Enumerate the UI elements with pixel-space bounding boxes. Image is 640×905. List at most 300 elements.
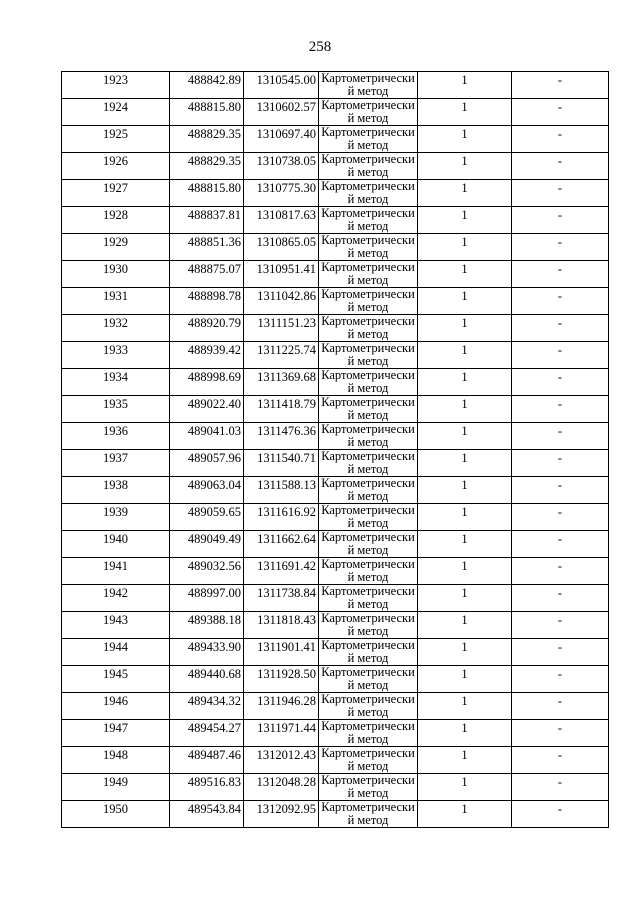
y-coordinate-cell <box>244 342 319 369</box>
y-coordinate-cell <box>244 72 319 99</box>
method-cell <box>319 261 418 288</box>
extra-cell-text: - <box>557 478 563 492</box>
table-row <box>62 531 609 558</box>
method-cell-text: Картометрически й метод <box>321 746 415 773</box>
table-row <box>62 558 609 585</box>
point-number-cell-text: 1924 <box>103 100 128 114</box>
point-number-cell-text: 1938 <box>103 478 128 492</box>
y-coordinate-cell <box>244 369 319 396</box>
extra-cell <box>512 126 609 153</box>
extra-cell <box>512 585 609 612</box>
count-cell <box>418 72 512 99</box>
count-cell-text: 1 <box>461 289 468 303</box>
x-coordinate-cell-text: 489433.90 <box>187 640 241 654</box>
extra-cell-text: - <box>557 343 563 357</box>
point-number-cell-text: 1929 <box>103 235 128 249</box>
y-coordinate-cell-text: 1311901.41 <box>257 640 316 654</box>
table-row <box>62 99 609 126</box>
table-row <box>62 261 609 288</box>
method-cell <box>319 774 418 801</box>
table-row <box>62 774 609 801</box>
x-coordinate-cell <box>170 585 244 612</box>
coordinates-table-body <box>62 72 609 828</box>
x-coordinate-cell-text: 489543.84 <box>187 802 241 816</box>
y-coordinate-cell-text: 1310817.63 <box>256 208 316 222</box>
extra-cell <box>512 666 609 693</box>
count-cell <box>418 99 512 126</box>
y-coordinate-cell <box>244 288 319 315</box>
count-cell-text: 1 <box>461 721 468 735</box>
point-number-cell-text: 1936 <box>103 424 128 438</box>
y-coordinate-cell <box>244 315 319 342</box>
extra-cell <box>512 153 609 180</box>
x-coordinate-cell <box>170 504 244 531</box>
x-coordinate-cell <box>170 72 244 99</box>
x-coordinate-cell-text: 488851.36 <box>187 235 241 249</box>
method-cell <box>319 342 418 369</box>
method-cell-text: Картометрически й метод <box>321 395 415 422</box>
table-row <box>62 153 609 180</box>
y-coordinate-cell <box>244 234 319 261</box>
count-cell <box>418 396 512 423</box>
method-cell <box>319 450 418 477</box>
method-cell-text: Картометрически й метод <box>321 287 415 314</box>
method-cell-text: Картометрически й метод <box>321 611 415 638</box>
point-number-cell-text: 1950 <box>103 802 128 816</box>
table-row <box>62 315 609 342</box>
extra-cell <box>512 369 609 396</box>
count-cell-text: 1 <box>461 478 468 492</box>
count-cell <box>418 450 512 477</box>
count-cell-text: 1 <box>461 613 468 627</box>
count-cell-text: 1 <box>461 208 468 222</box>
method-cell <box>319 693 418 720</box>
method-cell-text: Картометрически й метод <box>321 206 415 233</box>
x-coordinate-cell-text: 489057.96 <box>187 451 241 465</box>
count-cell <box>418 261 512 288</box>
extra-cell-text: - <box>557 802 563 816</box>
method-cell-text: Картометрически й метод <box>321 314 415 341</box>
x-coordinate-cell-text: 488898.78 <box>187 289 241 303</box>
point-number-cell <box>62 450 170 477</box>
count-cell <box>418 639 512 666</box>
extra-cell-text: - <box>557 262 563 276</box>
count-cell-text: 1 <box>461 316 468 330</box>
point-number-cell <box>62 639 170 666</box>
y-coordinate-cell <box>244 693 319 720</box>
x-coordinate-cell <box>170 288 244 315</box>
point-number-cell <box>62 180 170 207</box>
extra-cell <box>512 342 609 369</box>
count-cell-text: 1 <box>461 694 468 708</box>
method-cell-text: Картометрически й метод <box>321 692 415 719</box>
method-cell-text: Картометрически й метод <box>321 584 415 611</box>
count-cell-text: 1 <box>461 640 468 654</box>
method-cell <box>319 612 418 639</box>
x-coordinate-cell-text: 488829.35 <box>187 127 241 141</box>
method-cell-text: Картометрически й метод <box>321 773 415 800</box>
point-number-cell-text: 1941 <box>103 559 128 573</box>
x-coordinate-cell <box>170 531 244 558</box>
y-coordinate-cell <box>244 504 319 531</box>
extra-cell-text: - <box>557 235 563 249</box>
table-row <box>62 801 609 828</box>
extra-cell <box>512 774 609 801</box>
y-coordinate-cell <box>244 126 319 153</box>
method-cell-text: Картометрически й метод <box>321 476 415 503</box>
count-cell <box>418 585 512 612</box>
method-cell-text: Картометрически й метод <box>321 638 415 665</box>
point-number-cell-text: 1946 <box>103 694 128 708</box>
method-cell <box>319 423 418 450</box>
y-coordinate-cell <box>244 612 319 639</box>
table-row <box>62 612 609 639</box>
point-number-cell-text: 1945 <box>103 667 128 681</box>
point-number-cell-text: 1923 <box>103 73 128 87</box>
y-coordinate-cell-text: 1311225.74 <box>257 343 316 357</box>
point-number-cell-text: 1930 <box>103 262 128 276</box>
count-cell <box>418 504 512 531</box>
y-coordinate-cell <box>244 585 319 612</box>
x-coordinate-cell <box>170 612 244 639</box>
table-row <box>62 639 609 666</box>
x-coordinate-cell <box>170 666 244 693</box>
x-coordinate-cell <box>170 234 244 261</box>
extra-cell-text: - <box>557 748 563 762</box>
x-coordinate-cell-text: 488997.00 <box>187 586 241 600</box>
y-coordinate-cell-text: 1311738.84 <box>257 586 316 600</box>
x-coordinate-cell-text: 488998.69 <box>187 370 241 384</box>
table-row <box>62 72 609 99</box>
y-coordinate-cell <box>244 666 319 693</box>
x-coordinate-cell <box>170 774 244 801</box>
x-coordinate-cell <box>170 693 244 720</box>
point-number-cell-text: 1927 <box>103 181 128 195</box>
x-coordinate-cell <box>170 180 244 207</box>
point-number-cell <box>62 666 170 693</box>
extra-cell <box>512 288 609 315</box>
x-coordinate-cell <box>170 801 244 828</box>
table-row <box>62 288 609 315</box>
y-coordinate-cell-text: 1311971.44 <box>257 721 316 735</box>
count-cell <box>418 153 512 180</box>
method-cell <box>319 99 418 126</box>
extra-cell-text: - <box>557 775 563 789</box>
point-number-cell-text: 1939 <box>103 505 128 519</box>
method-cell-text: Картометрически й метод <box>321 449 415 476</box>
method-cell <box>319 801 418 828</box>
method-cell-text: Картометрически й метод <box>321 233 415 260</box>
extra-cell <box>512 720 609 747</box>
extra-cell-text: - <box>557 100 563 114</box>
count-cell-text: 1 <box>461 127 468 141</box>
extra-cell-text: - <box>557 181 563 195</box>
y-coordinate-cell-text: 1311418.79 <box>257 397 316 411</box>
point-number-cell <box>62 531 170 558</box>
extra-cell <box>512 747 609 774</box>
count-cell-text: 1 <box>461 154 468 168</box>
point-number-cell-text: 1937 <box>103 451 128 465</box>
y-coordinate-cell <box>244 477 319 504</box>
point-number-cell-text: 1925 <box>103 127 128 141</box>
point-number-cell-text: 1932 <box>103 316 128 330</box>
y-coordinate-cell <box>244 99 319 126</box>
count-cell <box>418 558 512 585</box>
y-coordinate-cell <box>244 450 319 477</box>
y-coordinate-cell-text: 1310951.41 <box>256 262 316 276</box>
y-coordinate-cell-text: 1311818.43 <box>257 613 316 627</box>
method-cell <box>319 288 418 315</box>
x-coordinate-cell-text: 489032.56 <box>187 559 241 573</box>
extra-cell <box>512 99 609 126</box>
extra-cell-text: - <box>557 694 563 708</box>
point-number-cell-text: 1926 <box>103 154 128 168</box>
point-number-cell <box>62 126 170 153</box>
method-cell <box>319 747 418 774</box>
extra-cell-text: - <box>557 73 563 87</box>
table-row <box>62 747 609 774</box>
x-coordinate-cell-text: 489063.04 <box>187 478 241 492</box>
point-number-cell-text: 1934 <box>103 370 128 384</box>
x-coordinate-cell <box>170 153 244 180</box>
count-cell-text: 1 <box>461 370 468 384</box>
extra-cell-text: - <box>557 208 563 222</box>
y-coordinate-cell-text: 1312092.95 <box>256 802 316 816</box>
y-coordinate-cell <box>244 747 319 774</box>
count-cell <box>418 180 512 207</box>
x-coordinate-cell-text: 488842.89 <box>187 73 241 87</box>
method-cell <box>319 504 418 531</box>
x-coordinate-cell <box>170 558 244 585</box>
method-cell-text: Картометрически й метод <box>321 179 415 206</box>
method-cell-text: Картометрически й метод <box>321 719 415 746</box>
table-row <box>62 342 609 369</box>
point-number-cell <box>62 720 170 747</box>
extra-cell <box>512 693 609 720</box>
count-cell-text: 1 <box>461 397 468 411</box>
extra-cell-text: - <box>557 370 563 384</box>
method-cell-text: Картометрически й метод <box>321 125 415 152</box>
page-number: 258 <box>308 39 332 55</box>
method-cell <box>319 396 418 423</box>
y-coordinate-cell-text: 1311476.36 <box>257 424 316 438</box>
count-cell-text: 1 <box>461 775 468 789</box>
point-number-cell <box>62 801 170 828</box>
extra-cell-text: - <box>557 640 563 654</box>
y-coordinate-cell-text: 1311946.28 <box>257 694 316 708</box>
table-row <box>62 504 609 531</box>
method-cell <box>319 666 418 693</box>
y-coordinate-cell <box>244 639 319 666</box>
count-cell <box>418 693 512 720</box>
x-coordinate-cell-text: 489022.40 <box>187 397 241 411</box>
y-coordinate-cell-text: 1311691.42 <box>257 559 316 573</box>
point-number-cell <box>62 477 170 504</box>
method-cell <box>319 585 418 612</box>
x-coordinate-cell <box>170 720 244 747</box>
table-row <box>62 693 609 720</box>
count-cell-text: 1 <box>461 586 468 600</box>
table-row <box>62 126 609 153</box>
x-coordinate-cell-text: 489049.49 <box>187 532 241 546</box>
count-cell-text: 1 <box>461 235 468 249</box>
count-cell-text: 1 <box>461 802 468 816</box>
coordinates-table <box>61 71 609 828</box>
table-row <box>62 450 609 477</box>
method-cell <box>319 639 418 666</box>
method-cell <box>319 720 418 747</box>
extra-cell <box>512 423 609 450</box>
method-cell <box>319 234 418 261</box>
extra-cell-text: - <box>557 721 563 735</box>
extra-cell-text: - <box>557 397 563 411</box>
point-number-cell <box>62 423 170 450</box>
point-number-cell-text: 1943 <box>103 613 128 627</box>
x-coordinate-cell-text: 489041.03 <box>187 424 241 438</box>
y-coordinate-cell <box>244 153 319 180</box>
extra-cell <box>512 639 609 666</box>
extra-cell-text: - <box>557 532 563 546</box>
point-number-cell <box>62 774 170 801</box>
y-coordinate-cell-text: 1311042.86 <box>257 289 316 303</box>
point-number-cell <box>62 261 170 288</box>
x-coordinate-cell <box>170 261 244 288</box>
y-coordinate-cell-text: 1312012.43 <box>256 748 316 762</box>
extra-cell <box>512 396 609 423</box>
method-cell <box>319 369 418 396</box>
y-coordinate-cell <box>244 774 319 801</box>
y-coordinate-cell <box>244 558 319 585</box>
x-coordinate-cell <box>170 450 244 477</box>
method-cell-text: Картометрически й метод <box>321 152 415 179</box>
count-cell-text: 1 <box>461 451 468 465</box>
point-number-cell <box>62 99 170 126</box>
method-cell-text: Картометрически й метод <box>321 530 415 557</box>
extra-cell <box>512 261 609 288</box>
extra-cell <box>512 801 609 828</box>
y-coordinate-cell <box>244 531 319 558</box>
table-row <box>62 180 609 207</box>
method-cell-text: Картометрически й метод <box>321 71 415 98</box>
point-number-cell <box>62 396 170 423</box>
y-coordinate-cell-text: 1311540.71 <box>257 451 316 465</box>
point-number-cell-text: 1928 <box>103 208 128 222</box>
extra-cell-text: - <box>557 613 563 627</box>
x-coordinate-cell-text: 488875.07 <box>187 262 241 276</box>
count-cell <box>418 288 512 315</box>
y-coordinate-cell-text: 1310602.57 <box>256 100 316 114</box>
y-coordinate-cell-text: 1311369.68 <box>257 370 316 384</box>
table-row <box>62 423 609 450</box>
x-coordinate-cell-text: 489440.68 <box>187 667 241 681</box>
extra-cell <box>512 207 609 234</box>
extra-cell <box>512 234 609 261</box>
extra-cell <box>512 504 609 531</box>
count-cell <box>418 477 512 504</box>
point-number-cell <box>62 234 170 261</box>
count-cell-text: 1 <box>461 343 468 357</box>
method-cell-text: Картометрически й метод <box>321 341 415 368</box>
method-cell <box>319 72 418 99</box>
count-cell-text: 1 <box>461 505 468 519</box>
count-cell <box>418 612 512 639</box>
point-number-cell <box>62 612 170 639</box>
extra-cell <box>512 72 609 99</box>
count-cell <box>418 747 512 774</box>
y-coordinate-cell-text: 1311588.13 <box>257 478 316 492</box>
extra-cell <box>512 477 609 504</box>
extra-cell <box>512 315 609 342</box>
method-cell <box>319 315 418 342</box>
method-cell-text: Картометрически й метод <box>321 800 415 827</box>
method-cell-text: Картометрически й метод <box>321 368 415 395</box>
x-coordinate-cell <box>170 99 244 126</box>
extra-cell <box>512 612 609 639</box>
extra-cell-text: - <box>557 559 563 573</box>
count-cell <box>418 369 512 396</box>
extra-cell-text: - <box>557 667 563 681</box>
point-number-cell-text: 1942 <box>103 586 128 600</box>
count-cell <box>418 342 512 369</box>
method-cell <box>319 153 418 180</box>
x-coordinate-cell-text: 489388.18 <box>187 613 241 627</box>
extra-cell <box>512 558 609 585</box>
point-number-cell <box>62 315 170 342</box>
count-cell <box>418 207 512 234</box>
y-coordinate-cell <box>244 801 319 828</box>
x-coordinate-cell <box>170 315 244 342</box>
point-number-cell <box>62 693 170 720</box>
method-cell-text: Картометрически й метод <box>321 260 415 287</box>
table-row <box>62 477 609 504</box>
y-coordinate-cell <box>244 423 319 450</box>
point-number-cell <box>62 72 170 99</box>
x-coordinate-cell <box>170 342 244 369</box>
count-cell-text: 1 <box>461 73 468 87</box>
count-cell <box>418 234 512 261</box>
extra-cell-text: - <box>557 451 563 465</box>
point-number-cell-text: 1931 <box>103 289 128 303</box>
count-cell-text: 1 <box>461 532 468 546</box>
x-coordinate-cell-text: 488920.79 <box>187 316 241 330</box>
y-coordinate-cell-text: 1310865.05 <box>256 235 316 249</box>
x-coordinate-cell-text: 488815.80 <box>187 181 241 195</box>
x-coordinate-cell <box>170 639 244 666</box>
extra-cell <box>512 450 609 477</box>
y-coordinate-cell-text: 1311928.50 <box>257 667 316 681</box>
extra-cell <box>512 531 609 558</box>
x-coordinate-cell-text: 489059.65 <box>187 505 241 519</box>
x-coordinate-cell-text: 488939.42 <box>187 343 241 357</box>
x-coordinate-cell-text: 488837.81 <box>187 208 241 222</box>
point-number-cell-text: 1944 <box>103 640 128 654</box>
method-cell <box>319 180 418 207</box>
extra-cell-text: - <box>557 154 563 168</box>
point-number-cell <box>62 207 170 234</box>
y-coordinate-cell <box>244 180 319 207</box>
table-row <box>62 207 609 234</box>
point-number-cell-text: 1940 <box>103 532 128 546</box>
method-cell <box>319 126 418 153</box>
y-coordinate-cell-text: 1311616.92 <box>257 505 316 519</box>
point-number-cell-text: 1947 <box>103 721 128 735</box>
y-coordinate-cell <box>244 261 319 288</box>
y-coordinate-cell <box>244 207 319 234</box>
count-cell-text: 1 <box>461 262 468 276</box>
extra-cell-text: - <box>557 289 563 303</box>
point-number-cell-text: 1933 <box>103 343 128 357</box>
count-cell-text: 1 <box>461 559 468 573</box>
